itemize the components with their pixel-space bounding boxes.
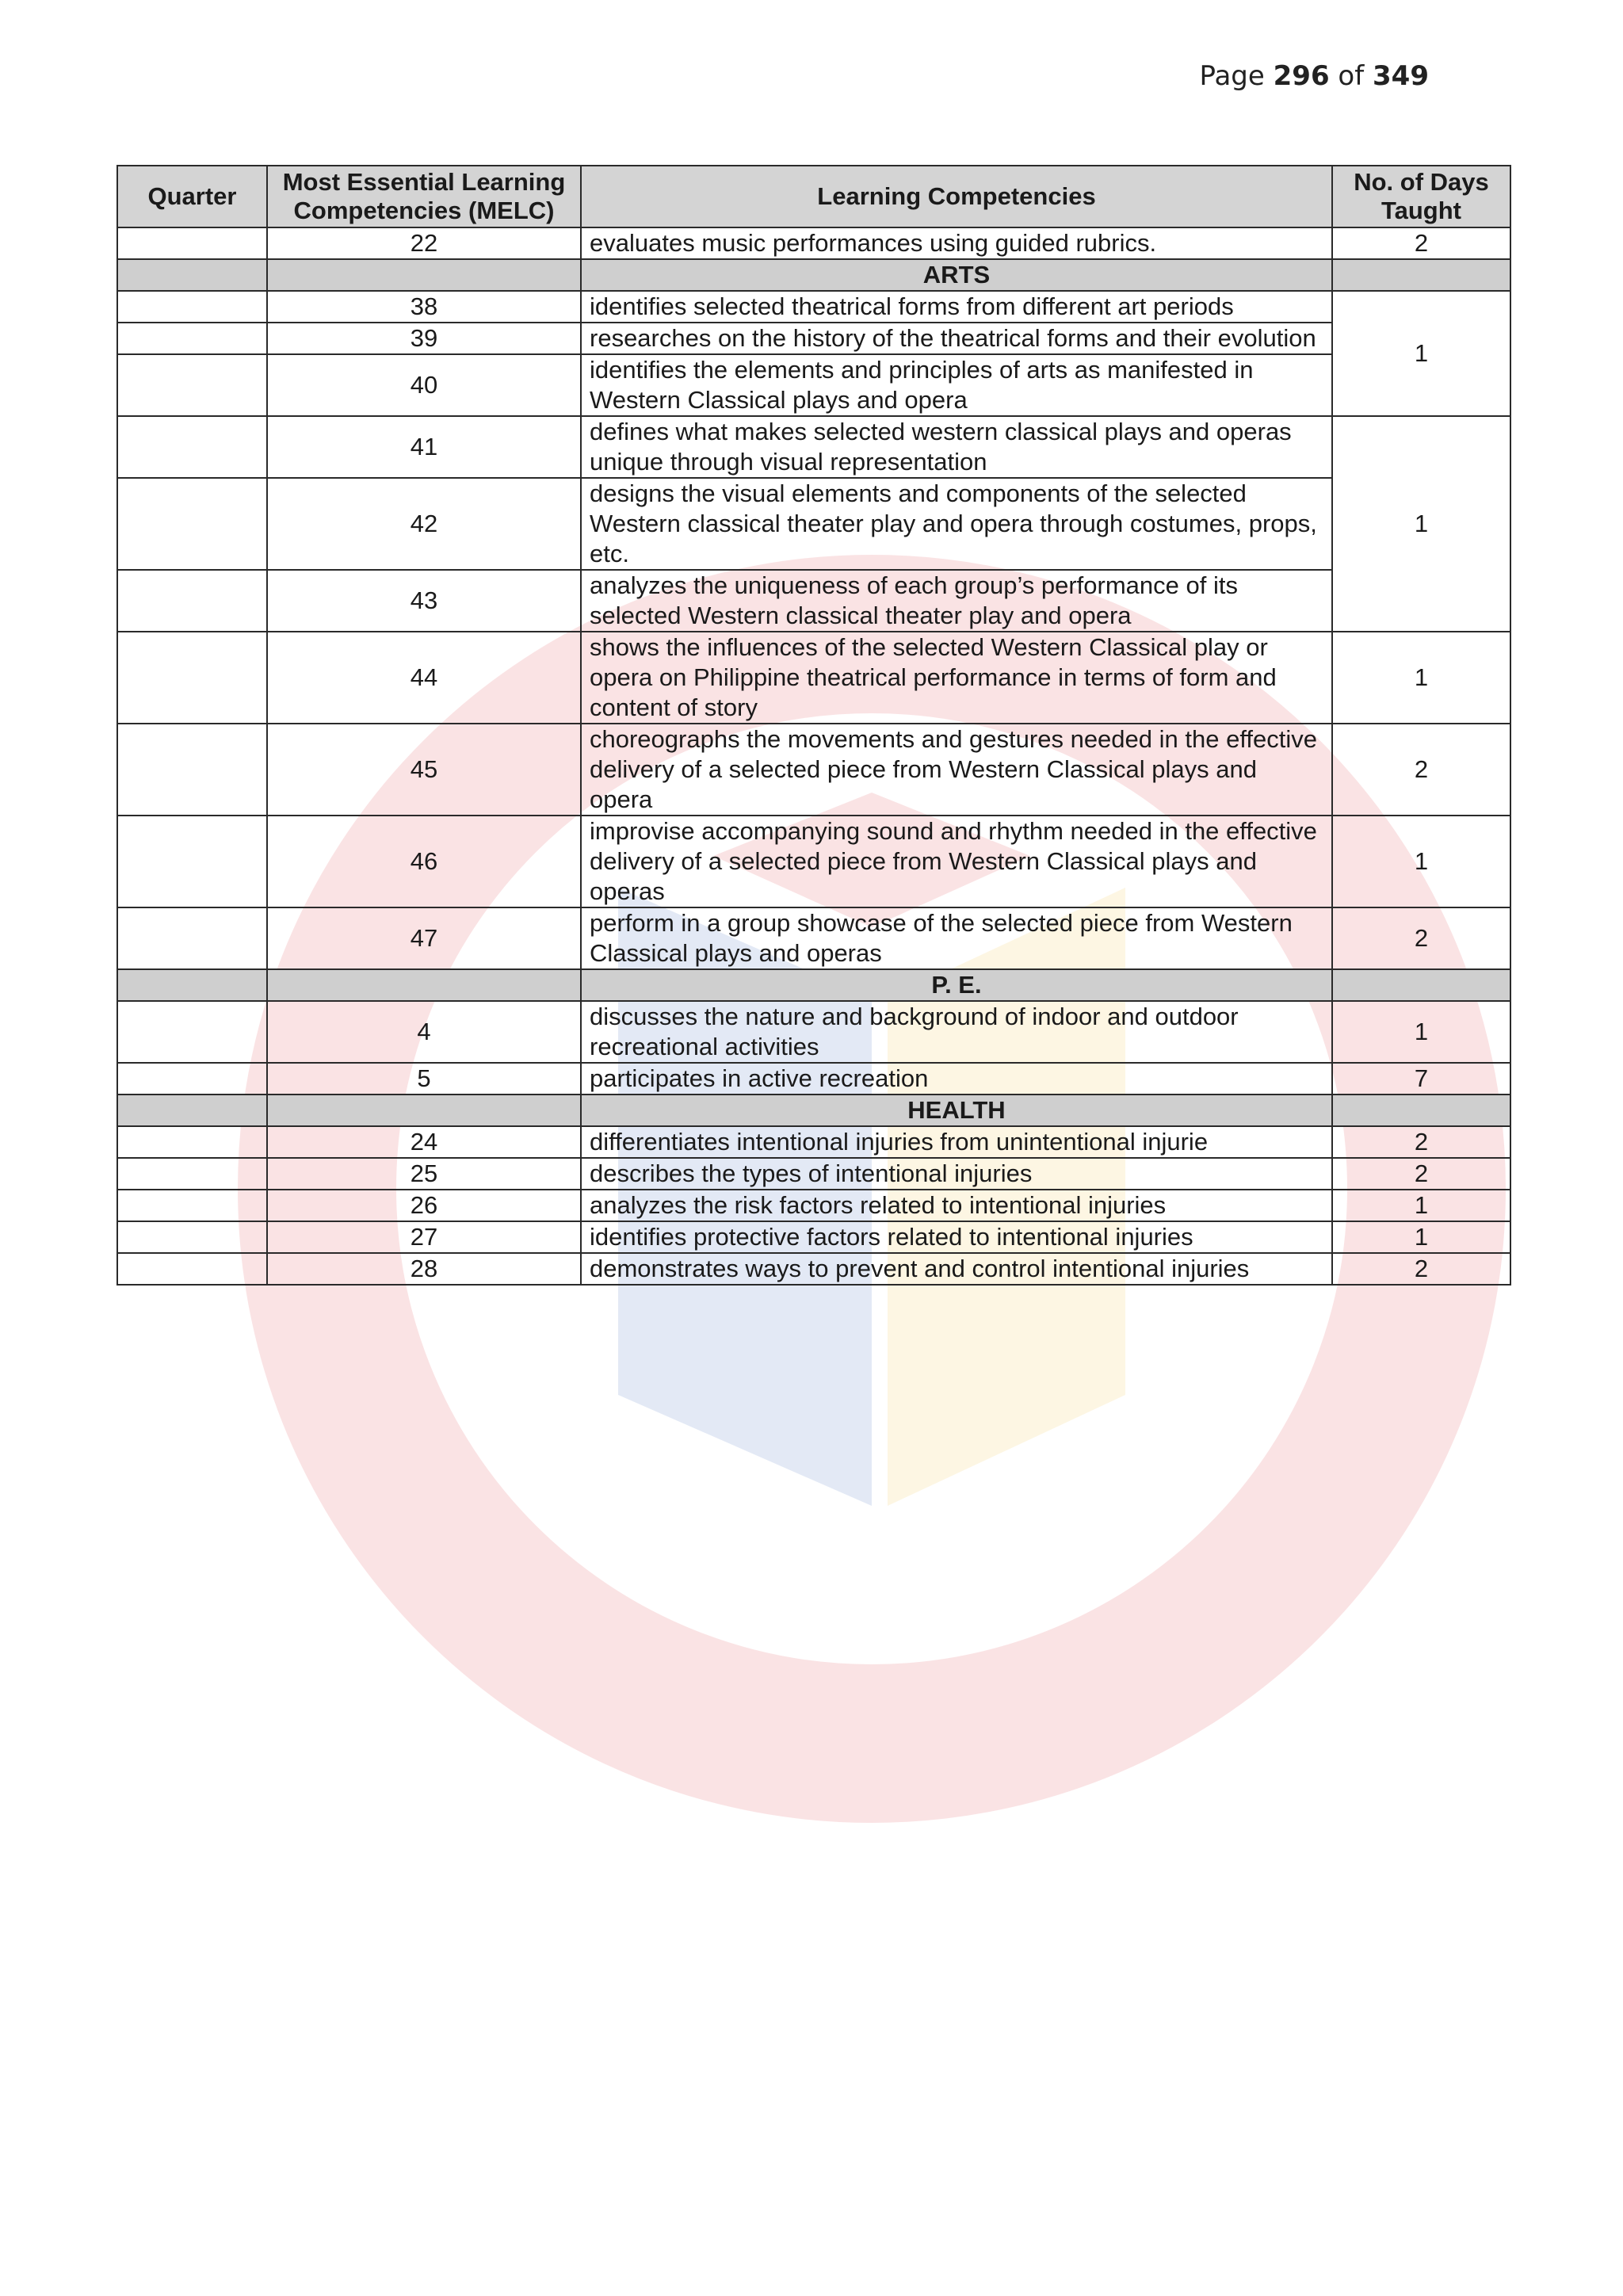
table-row <box>117 1126 1510 1158</box>
melc-number: 39 <box>267 323 581 354</box>
days-taught: 1 <box>1332 632 1510 724</box>
competency-text: describes the types of intentional injuries <box>581 1158 1332 1190</box>
melc-number: 24 <box>267 1126 581 1158</box>
table-row <box>117 416 1510 478</box>
melc-number: 28 <box>267 1253 581 1285</box>
quarter-cell <box>117 724 267 816</box>
quarter-cell <box>117 570 267 632</box>
competency-text: analyzes the risk factors related to intentional injuries <box>581 1190 1332 1221</box>
competency-text: analyzes the uniqueness of each group’s performance of its selected Western classical theater play and opera <box>581 570 1332 632</box>
table-row <box>117 1253 1510 1285</box>
competency-text: evaluates music performances using guided rubrics. <box>581 227 1332 259</box>
quarter-cell <box>117 1158 267 1190</box>
days-taught: 2 <box>1332 1253 1510 1285</box>
days-taught: 1 <box>1332 1001 1510 1063</box>
page-number <box>1200 60 1430 92</box>
quarter-cell <box>117 1001 267 1063</box>
competency-text: improvise accompanying sound and rhythm needed in the effective delivery of a selected piece from Western Classical plays and operas <box>581 816 1332 907</box>
melc-number: 43 <box>267 570 581 632</box>
competency-text: identifies selected theatrical forms from different art periods <box>581 291 1332 323</box>
table-row <box>117 227 1510 259</box>
competency-text: perform in a group showcase of the selected piece from Western Classical plays and operas <box>581 907 1332 969</box>
competency-text: identifies protective factors related to intentional injuries <box>581 1221 1332 1253</box>
table-row <box>117 323 1510 354</box>
days-taught: 1 <box>1332 1221 1510 1253</box>
page-sep: of <box>1338 60 1365 92</box>
table-row <box>117 816 1510 907</box>
table-row <box>117 1190 1510 1221</box>
melc-number: 47 <box>267 907 581 969</box>
quarter-cell <box>117 816 267 907</box>
melc-number: 45 <box>267 724 581 816</box>
days-taught: 2 <box>1332 724 1510 816</box>
melc-number: 22 <box>267 227 581 259</box>
page-total: 349 <box>1373 60 1429 92</box>
days-taught: 2 <box>1332 1158 1510 1190</box>
days-taught: 1 <box>1332 291 1510 416</box>
table-row <box>117 1221 1510 1253</box>
table-row <box>117 478 1510 570</box>
quarter-cell <box>117 1253 267 1285</box>
days-taught: 2 <box>1332 227 1510 259</box>
competency-text: demonstrates ways to prevent and control intentional injuries <box>581 1253 1332 1285</box>
quarter-cell <box>117 632 267 724</box>
melc-number: 25 <box>267 1158 581 1190</box>
days-taught: 7 <box>1332 1063 1510 1095</box>
competency-text: designs the visual elements and components of the selected Western classical theater play and opera through costumes, props, etc. <box>581 478 1332 570</box>
quarter-cell <box>117 323 267 354</box>
section-label: ARTS <box>581 259 1332 291</box>
melc-number: 42 <box>267 478 581 570</box>
table-row <box>117 632 1510 724</box>
melc-table <box>116 165 1511 1286</box>
quarter-cell <box>117 1190 267 1221</box>
section-row-health <box>117 1095 1510 1126</box>
days-taught: 1 <box>1332 416 1510 632</box>
days-taught: 2 <box>1332 1126 1510 1158</box>
competency-text: choreographs the movements and gestures needed in the effective delivery of a selected piece from Western Classical plays and opera <box>581 724 1332 816</box>
section-row-arts <box>117 259 1510 291</box>
table-row <box>117 570 1510 632</box>
quarter-cell <box>117 291 267 323</box>
section-row-pe <box>117 969 1510 1001</box>
table-row <box>117 1063 1510 1095</box>
quarter-cell <box>117 416 267 478</box>
melc-number: 41 <box>267 416 581 478</box>
quarter-cell <box>117 354 267 416</box>
header-quarter: Quarter <box>117 166 267 227</box>
melc-number: 5 <box>267 1063 581 1095</box>
table-row <box>117 354 1510 416</box>
competency-text: discusses the nature and background of indoor and outdoor recreational activities <box>581 1001 1332 1063</box>
competency-text: identifies the elements and principles of arts as manifested in Western Classical plays and opera <box>581 354 1332 416</box>
quarter-cell <box>117 1221 267 1253</box>
quarter-cell <box>117 1126 267 1158</box>
days-taught: 1 <box>1332 816 1510 907</box>
competency-text: researches on the history of the theatrical forms and their evolution <box>581 323 1332 354</box>
melc-number: 40 <box>267 354 581 416</box>
melc-number: 27 <box>267 1221 581 1253</box>
page-prefix: Page <box>1199 60 1265 92</box>
melc-number: 38 <box>267 291 581 323</box>
melc-number: 44 <box>267 632 581 724</box>
days-taught: 1 <box>1332 1190 1510 1221</box>
quarter-cell <box>117 227 267 259</box>
header-melc: Most Essential Learning Competencies (MELC) <box>267 166 581 227</box>
table-row <box>117 291 1510 323</box>
competency-text: participates in active recreation <box>581 1063 1332 1095</box>
section-label: HEALTH <box>581 1095 1332 1126</box>
table-row <box>117 724 1510 816</box>
competency-text: defines what makes selected western classical plays and operas unique through visual representation <box>581 416 1332 478</box>
table-row <box>117 907 1510 969</box>
table-row <box>117 1158 1510 1190</box>
competency-text: shows the influences of the selected Western Classical play or opera on Philippine theatrical performance in terms of form and content of story <box>581 632 1332 724</box>
quarter-cell <box>117 907 267 969</box>
melc-number: 4 <box>267 1001 581 1063</box>
header-learning-competencies: Learning Competencies <box>581 166 1332 227</box>
days-taught: 2 <box>1332 907 1510 969</box>
competency-text: differentiates intentional injuries from unintentional injurie <box>581 1126 1332 1158</box>
quarter-cell <box>117 478 267 570</box>
melc-number: 26 <box>267 1190 581 1221</box>
section-label: P. E. <box>581 969 1332 1001</box>
table-row <box>117 1001 1510 1063</box>
quarter-cell <box>117 1063 267 1095</box>
page-current: 296 <box>1273 60 1330 92</box>
table-header-row <box>117 166 1510 227</box>
melc-number: 46 <box>267 816 581 907</box>
header-days-taught: No. of Days Taught <box>1332 166 1510 227</box>
